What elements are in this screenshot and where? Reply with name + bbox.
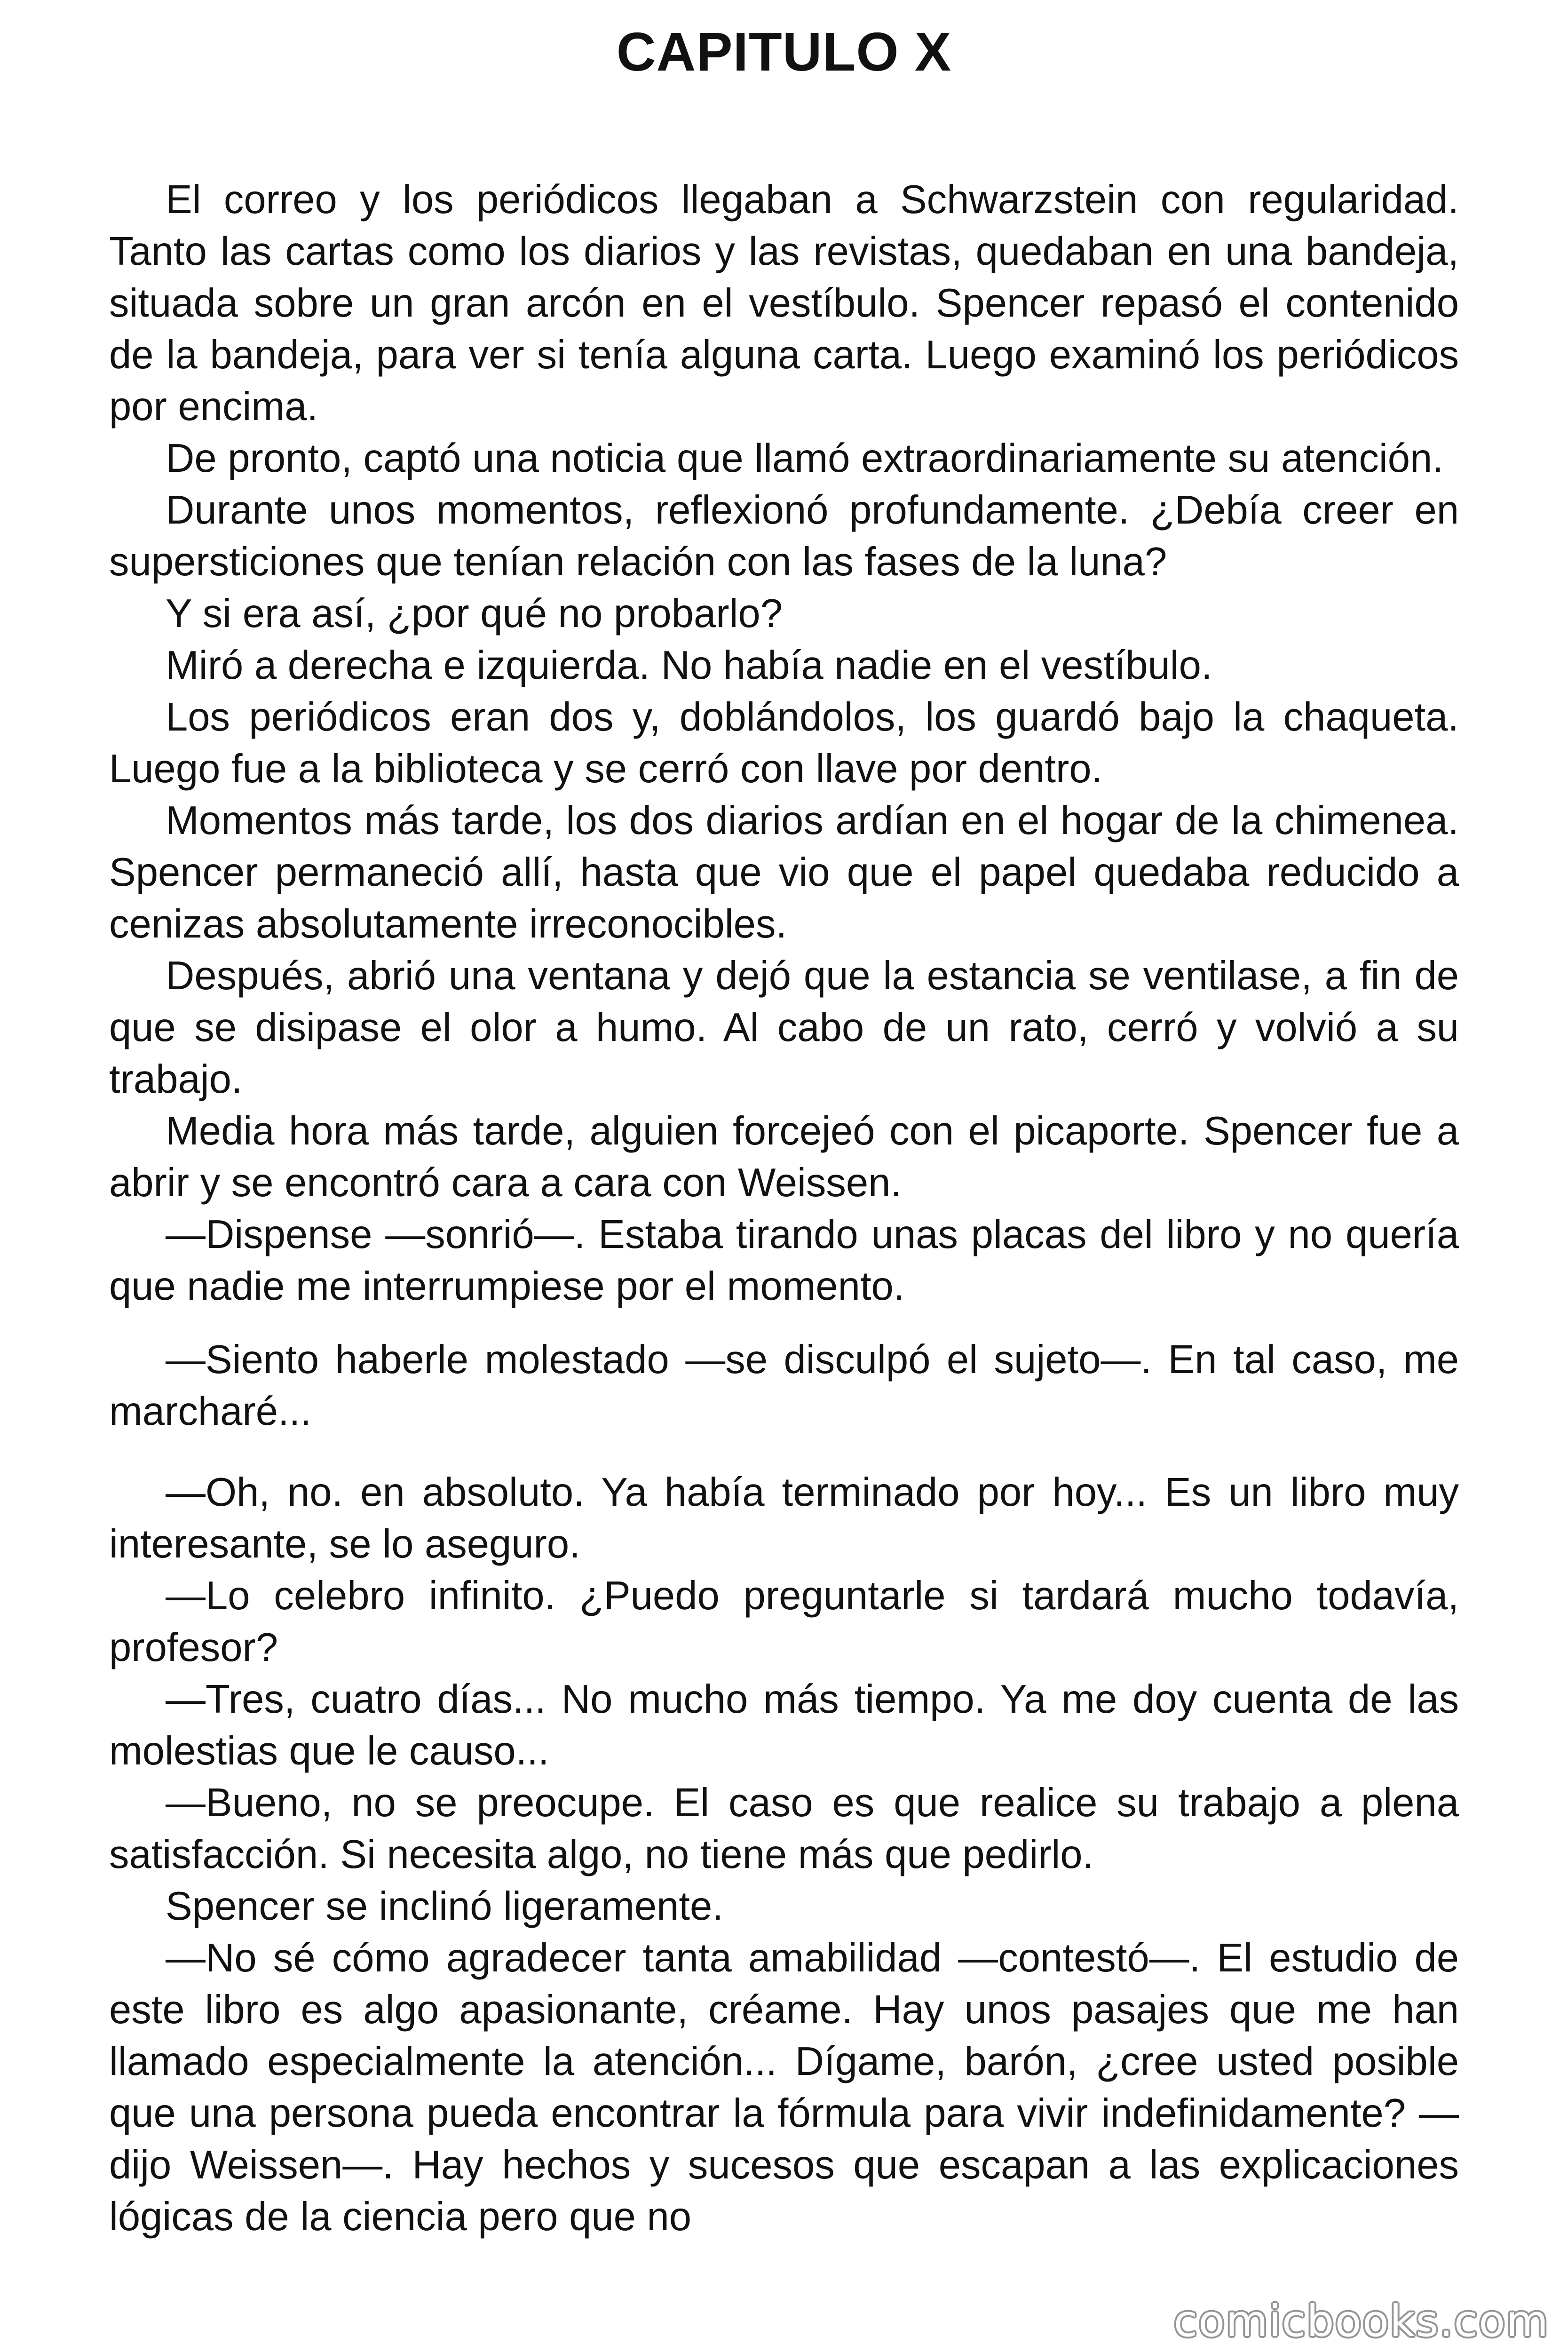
paragraph: —Tres, cuatro días... No mucho más tiempo. Ya me doy cuenta de las molestias que le causo... [109,1677,1459,1773]
paragraph: Media hora más tarde, alguien forcejeó con el picaporte. Spencer fue a abrir y se encontró cara a cara con Weissen. [109,1109,1459,1205]
paragraph: De pronto, captó una noticia que llamó extraordinariamente su atención. [166,436,1443,481]
chapter-title: CAPITULO X [616,21,952,82]
paragraph: El correo y los periódicos llegaban a Schwarzstein con regularidad. Tanto las cartas como los diarios y las revistas, quedaban en una bandeja, situada sobre un gran arcón en el vestíbulo. Spencer repasó el contenido de la bandeja, para ver si tenía alguna carta. Luego examinó los periódicos por encima. [109,177,1459,429]
paragraph: —Lo celebro infinito. ¿Puedo preguntarle si tardará mucho todavía, profesor? [109,1573,1459,1670]
paragraph: Y si era así, ¿por qué no probarlo? [166,591,783,636]
paragraph: —Oh, no. en absoluto. Ya había terminado por hoy... Es un libro muy interesante, se lo aseguro. [109,1470,1459,1566]
paragraph: Momentos más tarde, los dos diarios ardían en el hogar de la chimenea. Spencer permaneció allí, hasta que vio que el papel quedaba reducido a cenizas absolutamente irreconocibles. [109,798,1459,946]
watermark-logo: comicbooks.com [1173,2296,1549,2346]
paragraph: —Bueno, no se preocupe. El caso es que realice su trabajo a plena satisfacción. Si necesita algo, no tiene más que pedirlo. [109,1780,1459,1877]
paragraph: Miró a derecha e izquierda. No había nadie en el vestíbulo. [166,643,1212,688]
chapter-body [109,174,1459,2243]
paragraph: Los periódicos eran dos y, doblándolos, los guardó bajo la chaqueta. Luego fue a la biblioteca y se cerró con llave por dentro. [109,695,1459,791]
paragraph: Durante unos momentos, reflexionó profundamente. ¿Debía creer en supersticiones que tenían relación con las fases de la luna? [109,488,1459,584]
paragraph: Spencer se inclinó ligeramente. [166,1884,723,1929]
paragraph: —No sé cómo agradecer tanta amabilidad —contestó—. El estudio de este libro es algo apasionante, créame. Hay unos pasajes que me han llamado especialmente la atención... Dígame, barón, ¿cree usted posible que una persona pueda encontrar la fórmula para vivir indefinidamente? —dijo Weissen—. Hay hechos y sucesos que escapan a las explicaciones lógicas de la ciencia pero que no [109,1936,1459,2239]
paragraph: Después, abrió una ventana y dejó que la estancia se ventilase, a fin de que se disipase el olor a humo. Al cabo de un rato, cerró y volvió a su trabajo. [109,954,1459,1102]
paragraph: —Siento haberle molestado —se disculpó el sujeto—. En tal caso, me marcharé... [109,1337,1459,1434]
paragraph: —Dispense —sonrió—. Estaba tirando unas placas del libro y no quería que nadie me interrumpiese por el momento. [109,1212,1459,1309]
